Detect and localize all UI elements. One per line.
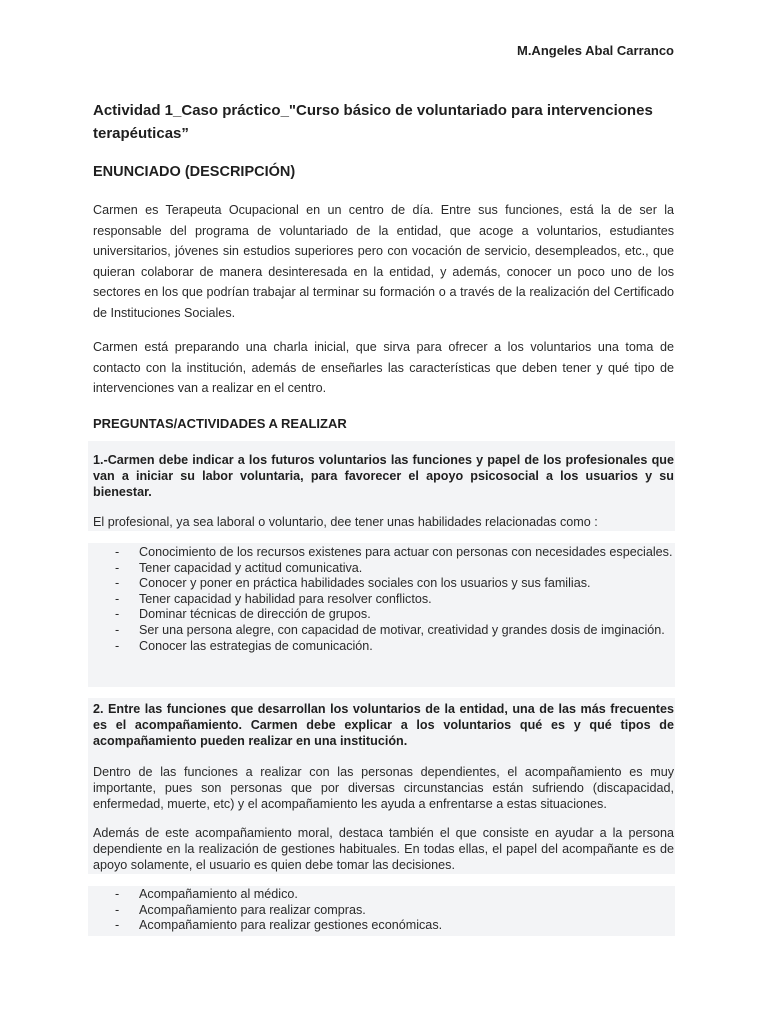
list-item: - Tener capacidad y actitud comunicativa.	[115, 560, 363, 575]
dash-bullet: -	[115, 545, 120, 559]
author-name: M.Angeles Abal Carranco	[516, 43, 674, 58]
preguntas-heading: PREGUNTAS/ACTIVIDADES A REALIZAR	[93, 416, 347, 431]
question-1: 1.-Carmen debe indicar a los futuros voluntarios las funciones y papel de los profesionales que van a iniciar su labor voluntaria, para favorecer el apoyo psicosocial a los usuarios y su bienestar.	[93, 453, 674, 499]
list-item: - Ser una persona alegre, con capacidad de motivar, creatividad y grandes dosis de imginación.	[115, 622, 665, 637]
dash-bullet: -	[115, 887, 120, 901]
list-item: - Conocimiento de los recursos existenes para actuar con personas con necesidades especiales.	[115, 545, 673, 559]
dash-bullet: -	[115, 902, 120, 917]
question-1-list	[93, 545, 674, 654]
document-title: Actividad 1_Caso práctico_"Curso básico de voluntariado para intervenciones terapéuticas”	[93, 102, 653, 142]
question-2-paragraph-2: Además de este acompañamiento moral, destaca también el que consiste en ayudar a la persona dependiente en la realización de gestiones habituales. En todas ellas, el papel del acompañante es de apoyo solamente, el usuario es quien debe tomar las decisiones.	[93, 826, 674, 872]
list-item: - Tener capacidad y habilidad para resolver conflictos.	[115, 591, 432, 606]
list-item: - Dominar técnicas de dirección de grupos.	[115, 607, 371, 622]
dash-bullet: -	[115, 560, 120, 575]
list-item: - Conocer las estrategias de comunicación.	[115, 638, 373, 653]
list-item: - Acompañamiento al médico.	[115, 887, 298, 901]
enunciado-paragraph-1: Carmen es Terapeuta Ocupacional en un centro de día. Entre sus funciones, está la de ser la responsable del programa de voluntariado de la entidad, que acoge a voluntarios, estudiantes universitarios, jóvenes sin estudios superiores pero con vocación de servicio, desempleados, etc., que quieran colaborar de manera desinteresada en la entidad, y además, conocer un poco uno de los sectores en los que podrían trabajar al terminar su formación o a través de la realización del Certificado de Instituciones Sociales.	[93, 203, 674, 320]
question-1-intro: El profesional, ya sea laboral o voluntario, dee tener unas habilidades relacionadas como :	[93, 515, 598, 529]
question-2-paragraph-1: Dentro de las funciones a realizar con las personas dependientes, el acompañamiento es muy importante, pues son personas que por diversas circunstancias están sufriendo (discapacidad, enfermedad, muerte, etc) y el acompañamiento les ayuda a enfrentarse a estas situaciones.	[93, 765, 674, 811]
question-2-list	[93, 887, 674, 934]
list-item: - Conocer y poner en práctica habilidades sociales con los usuarios y sus familias.	[115, 576, 591, 591]
dash-bullet: -	[115, 591, 120, 606]
dash-bullet: -	[115, 622, 120, 637]
dash-bullet: -	[115, 918, 120, 933]
enunciado-paragraph-2: Carmen está preparando una charla inicial, que sirva para ofrecer a los voluntarios una toma de contacto con la institución, además de enseñarles las características que deben tener y qué tipo de intervenciones van a realizar en el centro.	[93, 340, 674, 395]
enunciado-heading: ENUNCIADO (DESCRIPCIÓN)	[93, 164, 296, 180]
question-2: 2. Entre las funciones que desarrollan los voluntarios de la entidad, una de las más frecuentes es el acompañamiento. Carmen debe explicar a los voluntarios qué es y qué tipos de acompañamiento pueden realizar en una institución.	[93, 702, 674, 748]
dash-bullet: -	[115, 576, 120, 591]
list-item: - Acompañamiento para realizar gestiones económicas.	[115, 918, 443, 933]
list-item: - Acompañamiento para realizar compras.	[115, 902, 366, 917]
dash-bullet: -	[115, 607, 120, 622]
dash-bullet: -	[115, 638, 120, 653]
